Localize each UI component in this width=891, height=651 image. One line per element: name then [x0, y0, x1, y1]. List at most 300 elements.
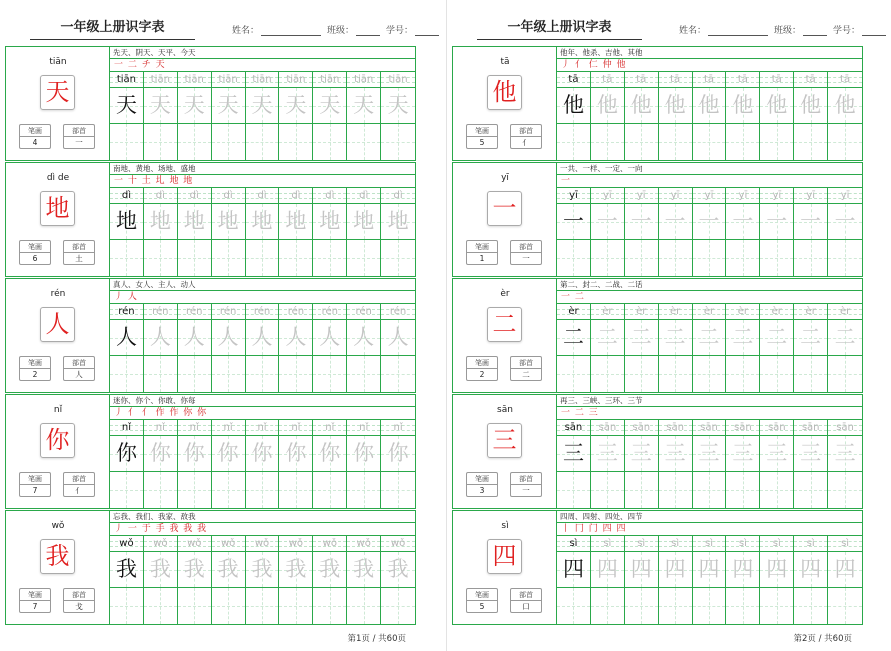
tian-grid-cell[interactable] [591, 320, 624, 356]
blank-tian-grid-cell[interactable] [246, 124, 279, 160]
pinyin-cell[interactable] [828, 188, 862, 204]
tian-grid-cell[interactable] [760, 552, 793, 588]
student-number-field[interactable] [833, 23, 886, 36]
tian-grid-cell[interactable] [110, 552, 143, 588]
tian-grid-cell[interactable] [178, 204, 211, 240]
pinyin-cell[interactable] [693, 188, 726, 204]
blank-tian-grid-cell[interactable] [557, 588, 590, 624]
blank-tian-grid-cell[interactable] [726, 588, 759, 624]
blank-tian-grid-cell[interactable] [760, 124, 793, 160]
blank-tian-grid-cell[interactable] [347, 124, 380, 160]
blank-tian-grid-cell[interactable] [659, 588, 692, 624]
tian-grid-cell[interactable] [144, 320, 177, 356]
pinyin-cell[interactable] [246, 420, 279, 436]
blank-tian-grid-cell[interactable] [110, 588, 143, 624]
blank-tian-grid-cell[interactable] [347, 356, 380, 392]
pinyin-cell[interactable] [760, 188, 793, 204]
pinyin-cell[interactable] [557, 420, 590, 436]
blank-tian-grid-cell[interactable] [760, 472, 793, 508]
tian-grid-cell[interactable] [693, 436, 726, 472]
blank-tian-grid-cell[interactable] [726, 124, 759, 160]
tian-grid-cell[interactable] [246, 204, 279, 240]
pinyin-cell[interactable] [313, 420, 346, 436]
pinyin-cell[interactable] [110, 188, 143, 204]
blank-tian-grid-cell[interactable] [794, 240, 827, 276]
pinyin-cell[interactable] [591, 304, 624, 320]
pinyin-cell[interactable] [144, 420, 177, 436]
blank-tian-grid-cell[interactable] [144, 124, 177, 160]
blank-tian-grid-cell[interactable] [557, 472, 590, 508]
pinyin-cell[interactable] [110, 536, 143, 552]
tian-grid-cell[interactable] [625, 436, 658, 472]
blank-tian-grid-cell[interactable] [726, 240, 759, 276]
tian-grid-cell[interactable] [557, 320, 590, 356]
pinyin-cell[interactable] [557, 536, 590, 552]
tian-grid-cell[interactable] [828, 552, 862, 588]
character-card [452, 162, 863, 277]
character-trace: 他 [766, 93, 788, 117]
pinyin-cell[interactable] [591, 536, 624, 552]
tian-grid-cell[interactable] [212, 320, 245, 356]
blank-tian-grid-cell[interactable] [760, 240, 793, 276]
blank-tian-grid-cell[interactable] [178, 124, 211, 160]
tian-grid-cell[interactable] [381, 204, 415, 240]
tian-grid-cell[interactable] [693, 88, 726, 124]
pinyin-cell[interactable] [726, 536, 759, 552]
tian-grid-cell[interactable] [659, 552, 692, 588]
pinyin-cell[interactable] [144, 304, 177, 320]
pinyin-cell[interactable] [347, 536, 380, 552]
pinyin-cell[interactable] [760, 72, 793, 88]
tian-grid-cell[interactable] [794, 552, 827, 588]
pinyin-cell[interactable] [726, 188, 759, 204]
tian-grid-cell[interactable] [144, 436, 177, 472]
tian-grid-cell[interactable] [178, 552, 211, 588]
pinyin-cell[interactable] [726, 304, 759, 320]
pinyin-cell[interactable] [347, 304, 380, 320]
pinyin-cell[interactable] [110, 72, 143, 88]
pinyin-cell[interactable] [313, 72, 346, 88]
blank-tian-grid-cell[interactable] [212, 240, 245, 276]
pinyin-cell[interactable] [693, 420, 726, 436]
blank-tian-grid-cell[interactable] [693, 124, 726, 160]
blank-tian-grid-cell[interactable] [144, 588, 177, 624]
character-summary [6, 163, 110, 276]
pinyin-cell[interactable] [279, 188, 312, 204]
pinyin-cell[interactable] [693, 304, 726, 320]
blank-tian-grid-cell[interactable] [760, 588, 793, 624]
pinyin-cell[interactable] [625, 420, 658, 436]
blank-tian-grid-cell[interactable] [828, 356, 862, 392]
tian-grid-cell[interactable] [760, 88, 793, 124]
tian-grid-cell[interactable] [144, 88, 177, 124]
tian-grid-cell[interactable] [313, 320, 346, 356]
tian-grid-cell[interactable] [246, 320, 279, 356]
tian-grid-cell[interactable] [760, 204, 793, 240]
pinyin-cell[interactable] [557, 72, 590, 88]
blank-tian-grid-cell[interactable] [110, 240, 143, 276]
blank-tian-grid-cell[interactable] [794, 356, 827, 392]
blank-tian-grid-cell[interactable] [693, 588, 726, 624]
pinyin-trace: wǒ [288, 538, 304, 549]
pinyin-cell[interactable] [726, 72, 759, 88]
tian-grid-cell[interactable] [279, 320, 312, 356]
blank-tian-grid-cell[interactable] [246, 588, 279, 624]
character-trace: 你 [285, 441, 307, 465]
class-field[interactable] [327, 23, 380, 36]
pinyin-cell[interactable] [279, 420, 312, 436]
tian-grid-cell[interactable] [794, 320, 827, 356]
tian-grid-cell[interactable] [659, 436, 692, 472]
blank-tian-grid-cell[interactable] [212, 124, 245, 160]
class-field-line[interactable] [803, 26, 827, 36]
pinyin-cell[interactable] [828, 536, 862, 552]
tian-grid-cell[interactable] [246, 552, 279, 588]
pinyin-cell[interactable] [794, 420, 827, 436]
tian-grid-cell[interactable] [591, 552, 624, 588]
pinyin-cell[interactable] [381, 536, 415, 552]
student-info [679, 23, 891, 36]
tian-grid-cell[interactable] [726, 436, 759, 472]
blank-tian-grid-cell[interactable] [659, 240, 692, 276]
pinyin-cell[interactable] [659, 536, 692, 552]
blank-tian-grid-cell[interactable] [591, 124, 624, 160]
blank-tian-grid-cell[interactable] [693, 356, 726, 392]
blank-tian-grid-cell[interactable] [178, 472, 211, 508]
blank-tian-grid-cell[interactable] [794, 472, 827, 508]
blank-tian-grid-cell[interactable] [794, 124, 827, 160]
tian-grid-cell[interactable] [828, 320, 862, 356]
tian-grid-cell[interactable] [279, 204, 312, 240]
tian-grid-cell[interactable] [659, 320, 692, 356]
pinyin-cell[interactable] [557, 304, 590, 320]
tian-grid-cell[interactable] [313, 436, 346, 472]
radical-box [510, 472, 542, 497]
tian-grid-cell[interactable] [625, 88, 658, 124]
blank-tian-grid-cell[interactable] [557, 240, 590, 276]
tian-grid-cell[interactable] [693, 320, 726, 356]
blank-tian-grid-cell[interactable] [110, 124, 143, 160]
blank-tian-grid-cell[interactable] [726, 472, 759, 508]
blank-tian-grid-cell[interactable] [347, 240, 380, 276]
tian-grid-cell[interactable] [760, 436, 793, 472]
tian-grid-cell[interactable] [279, 552, 312, 588]
pinyin-cell[interactable] [794, 72, 827, 88]
tian-grid-cell[interactable] [625, 552, 658, 588]
tian-grid-cell[interactable] [828, 88, 862, 124]
tian-grid-cell[interactable] [381, 320, 415, 356]
blank-tian-grid-cell[interactable] [760, 356, 793, 392]
pinyin-cell[interactable] [178, 304, 211, 320]
pinyin-cell[interactable] [313, 188, 346, 204]
blank-tian-grid-cell[interactable] [381, 472, 415, 508]
blank-tian-grid-cell[interactable] [313, 240, 346, 276]
blank-tian-grid-cell[interactable] [591, 472, 624, 508]
pinyin-cell[interactable] [659, 72, 692, 88]
pinyin-cell[interactable] [693, 536, 726, 552]
tian-grid-cell[interactable] [726, 320, 759, 356]
tian-grid-cell[interactable] [313, 552, 346, 588]
blank-tian-grid-cell[interactable] [381, 588, 415, 624]
pinyin-cell[interactable] [212, 72, 245, 88]
tian-grid-cell[interactable] [178, 320, 211, 356]
blank-tian-grid-cell[interactable] [591, 588, 624, 624]
blank-tian-grid-cell[interactable] [381, 124, 415, 160]
pinyin-cell[interactable] [110, 304, 143, 320]
student-number-field[interactable] [386, 23, 439, 36]
stroke-count-value: 7 [32, 602, 38, 611]
pinyin-cell[interactable] [625, 188, 658, 204]
blank-tian-grid-cell[interactable] [828, 588, 862, 624]
blank-tian-grid-cell[interactable] [110, 356, 143, 392]
blank-tian-grid-cell[interactable] [178, 588, 211, 624]
pinyin-cell[interactable] [760, 420, 793, 436]
tian-grid-cell[interactable] [557, 88, 590, 124]
blank-tian-grid-cell[interactable] [313, 472, 346, 508]
tian-grid-cell[interactable] [178, 436, 211, 472]
tian-grid-cell[interactable] [760, 320, 793, 356]
pinyin-cell[interactable] [178, 420, 211, 436]
pinyin-cell[interactable] [246, 536, 279, 552]
pinyin-cell[interactable] [828, 420, 862, 436]
blank-tian-grid-cell[interactable] [279, 472, 312, 508]
tian-grid-cell[interactable] [591, 88, 624, 124]
blank-tian-grid-cell[interactable] [212, 356, 245, 392]
pinyin-cell[interactable] [625, 304, 658, 320]
tian-grid-cell[interactable] [347, 552, 380, 588]
blank-tian-grid-cell[interactable] [591, 356, 624, 392]
tian-grid-cell[interactable] [110, 320, 143, 356]
tian-grid-cell[interactable] [110, 436, 143, 472]
tian-grid-cell[interactable] [693, 204, 726, 240]
pinyin-cell[interactable] [279, 536, 312, 552]
class-field[interactable] [774, 23, 827, 36]
tian-grid-cell[interactable] [659, 88, 692, 124]
tian-grid-cell[interactable] [726, 88, 759, 124]
blank-tian-grid-cell[interactable] [279, 240, 312, 276]
name-field[interactable] [232, 23, 321, 36]
pinyin-cell[interactable] [144, 72, 177, 88]
pinyin-cell[interactable] [347, 188, 380, 204]
blank-tian-grid-cell[interactable] [693, 240, 726, 276]
pinyin-cell[interactable] [246, 188, 279, 204]
pinyin-cell[interactable] [828, 304, 862, 320]
tian-grid-cell[interactable] [212, 204, 245, 240]
pinyin-cell[interactable] [625, 72, 658, 88]
tian-grid-cell[interactable] [212, 436, 245, 472]
blank-tian-grid-cell[interactable] [313, 588, 346, 624]
tian-grid-cell[interactable] [279, 436, 312, 472]
tian-grid-cell[interactable] [557, 436, 590, 472]
pinyin-trace: tiān [218, 74, 238, 85]
pinyin-cell[interactable] [144, 188, 177, 204]
blank-tian-grid-cell[interactable] [625, 124, 658, 160]
pinyin-cell[interactable] [347, 420, 380, 436]
pinyin-trace: wǒ [187, 538, 202, 549]
pinyin-cell[interactable] [178, 188, 211, 204]
blank-tian-grid-cell[interactable] [381, 356, 415, 392]
pinyin-cell[interactable] [381, 304, 415, 320]
tian-grid-cell[interactable] [591, 436, 624, 472]
tian-grid-cell[interactable] [212, 552, 245, 588]
tian-grid-cell[interactable] [557, 204, 590, 240]
tian-grid-cell[interactable] [828, 204, 862, 240]
pinyin-cell[interactable] [381, 188, 415, 204]
blank-tian-grid-cell[interactable] [246, 240, 279, 276]
blank-tian-grid-cell[interactable] [693, 472, 726, 508]
tian-grid-cell[interactable] [313, 88, 346, 124]
blank-tian-grid-cell[interactable] [246, 472, 279, 508]
tian-grid-cell[interactable] [591, 204, 624, 240]
blank-tian-grid-cell[interactable] [347, 472, 380, 508]
pinyin-cell[interactable] [381, 420, 415, 436]
radical-label: 部首 [64, 241, 94, 253]
pinyin-cell[interactable] [313, 536, 346, 552]
blank-tian-grid-cell[interactable] [313, 124, 346, 160]
tian-grid-cell[interactable] [347, 436, 380, 472]
tian-grid-cell[interactable] [178, 88, 211, 124]
pinyin-cell[interactable] [144, 536, 177, 552]
blank-tian-grid-cell[interactable] [279, 124, 312, 160]
student-number-field-line[interactable] [415, 26, 439, 36]
class-field-line[interactable] [356, 26, 380, 36]
tian-grid-cell[interactable] [794, 88, 827, 124]
pinyin-cell[interactable] [212, 304, 245, 320]
pinyin-cell[interactable] [178, 72, 211, 88]
pinyin-cell[interactable] [794, 188, 827, 204]
pinyin-model: tā [568, 74, 579, 85]
pinyin-cell[interactable] [212, 420, 245, 436]
tian-grid-cell[interactable] [110, 204, 143, 240]
blank-tian-grid-cell[interactable] [144, 472, 177, 508]
blank-tian-grid-cell[interactable] [625, 356, 658, 392]
pinyin-cell[interactable] [591, 420, 624, 436]
pinyin-cell[interactable] [212, 188, 245, 204]
blank-tian-grid-cell[interactable] [625, 472, 658, 508]
blank-tian-grid-cell[interactable] [144, 240, 177, 276]
stroke-count-box [19, 356, 51, 381]
tian-grid-cell[interactable] [212, 88, 245, 124]
blank-tian-grid-cell[interactable] [591, 240, 624, 276]
blank-tian-grid-cell[interactable] [557, 356, 590, 392]
blank-tian-grid-cell[interactable] [794, 588, 827, 624]
pinyin-cell[interactable] [794, 536, 827, 552]
tian-grid-cell[interactable] [347, 88, 380, 124]
practice-column [110, 188, 144, 276]
radical-label: 部首 [511, 589, 541, 601]
tian-grid-cell[interactable] [347, 320, 380, 356]
pinyin-cell[interactable] [279, 304, 312, 320]
tian-grid-cell[interactable] [794, 436, 827, 472]
tian-grid-cell[interactable] [144, 204, 177, 240]
blank-tian-grid-cell[interactable] [659, 124, 692, 160]
pinyin-cell[interactable] [760, 536, 793, 552]
name-field[interactable] [679, 23, 768, 36]
blank-tian-grid-cell[interactable] [212, 588, 245, 624]
blank-tian-grid-cell[interactable] [828, 240, 862, 276]
pinyin-cell[interactable] [212, 536, 245, 552]
practice-column [178, 72, 212, 160]
blank-tian-grid-cell[interactable] [313, 356, 346, 392]
blank-tian-grid-cell[interactable] [726, 356, 759, 392]
tian-grid-cell[interactable] [279, 88, 312, 124]
pinyin-cell[interactable] [279, 72, 312, 88]
pinyin-cell[interactable] [659, 304, 692, 320]
blank-tian-grid-cell[interactable] [625, 588, 658, 624]
pinyin-cell[interactable] [347, 72, 380, 88]
name-field-line[interactable] [261, 26, 321, 36]
tian-grid-cell[interactable] [625, 320, 658, 356]
character-summary [453, 511, 557, 624]
stroke-count-label: 笔画 [20, 589, 50, 601]
pinyin-cell[interactable] [381, 72, 415, 88]
tian-grid-cell[interactable] [557, 552, 590, 588]
blank-tian-grid-cell[interactable] [279, 356, 312, 392]
pinyin-cell[interactable] [557, 188, 590, 204]
blank-tian-grid-cell[interactable] [178, 240, 211, 276]
blank-tian-grid-cell[interactable] [659, 356, 692, 392]
tian-grid-cell[interactable] [726, 204, 759, 240]
pinyin-cell[interactable] [659, 188, 692, 204]
blank-tian-grid-cell[interactable] [110, 472, 143, 508]
tian-grid-cell[interactable] [144, 552, 177, 588]
blank-tian-grid-cell[interactable] [828, 472, 862, 508]
blank-tian-grid-cell[interactable] [212, 472, 245, 508]
blank-tian-grid-cell[interactable] [625, 240, 658, 276]
tian-grid-cell[interactable] [313, 204, 346, 240]
student-number-field-line[interactable] [862, 26, 886, 36]
tian-grid-cell[interactable] [659, 204, 692, 240]
blank-tian-grid-cell[interactable] [381, 240, 415, 276]
pinyin-cell[interactable] [110, 420, 143, 436]
pinyin-cell[interactable] [659, 420, 692, 436]
blank-tian-grid-cell[interactable] [246, 356, 279, 392]
pinyin-cell[interactable] [313, 304, 346, 320]
blank-tian-grid-cell[interactable] [659, 472, 692, 508]
tian-grid-cell[interactable] [828, 436, 862, 472]
pinyin-cell[interactable] [625, 536, 658, 552]
tian-grid-cell[interactable] [110, 88, 143, 124]
pinyin-cell[interactable] [246, 304, 279, 320]
tian-grid-cell[interactable] [381, 552, 415, 588]
tian-grid-cell[interactable] [726, 552, 759, 588]
blank-tian-grid-cell[interactable] [279, 588, 312, 624]
pinyin-cell[interactable] [794, 304, 827, 320]
tian-grid-cell[interactable] [347, 204, 380, 240]
pinyin-cell[interactable] [591, 188, 624, 204]
blank-tian-grid-cell[interactable] [144, 356, 177, 392]
tian-grid-cell[interactable] [381, 88, 415, 124]
pinyin-cell[interactable] [693, 72, 726, 88]
pinyin-cell[interactable] [178, 536, 211, 552]
pinyin-cell[interactable] [591, 72, 624, 88]
pinyin-cell[interactable] [760, 304, 793, 320]
blank-tian-grid-cell[interactable] [347, 588, 380, 624]
tian-grid-cell[interactable] [246, 88, 279, 124]
pinyin-cell[interactable] [246, 72, 279, 88]
tian-grid-cell[interactable] [246, 436, 279, 472]
blank-tian-grid-cell[interactable] [828, 124, 862, 160]
pinyin-cell[interactable] [726, 420, 759, 436]
tian-grid-cell[interactable] [794, 204, 827, 240]
pinyin-cell[interactable] [828, 72, 862, 88]
tian-grid-cell[interactable] [625, 204, 658, 240]
tian-grid-cell[interactable] [693, 552, 726, 588]
name-field-line[interactable] [708, 26, 768, 36]
tian-grid-cell[interactable] [381, 436, 415, 472]
blank-tian-grid-cell[interactable] [557, 124, 590, 160]
blank-tian-grid-cell[interactable] [178, 356, 211, 392]
